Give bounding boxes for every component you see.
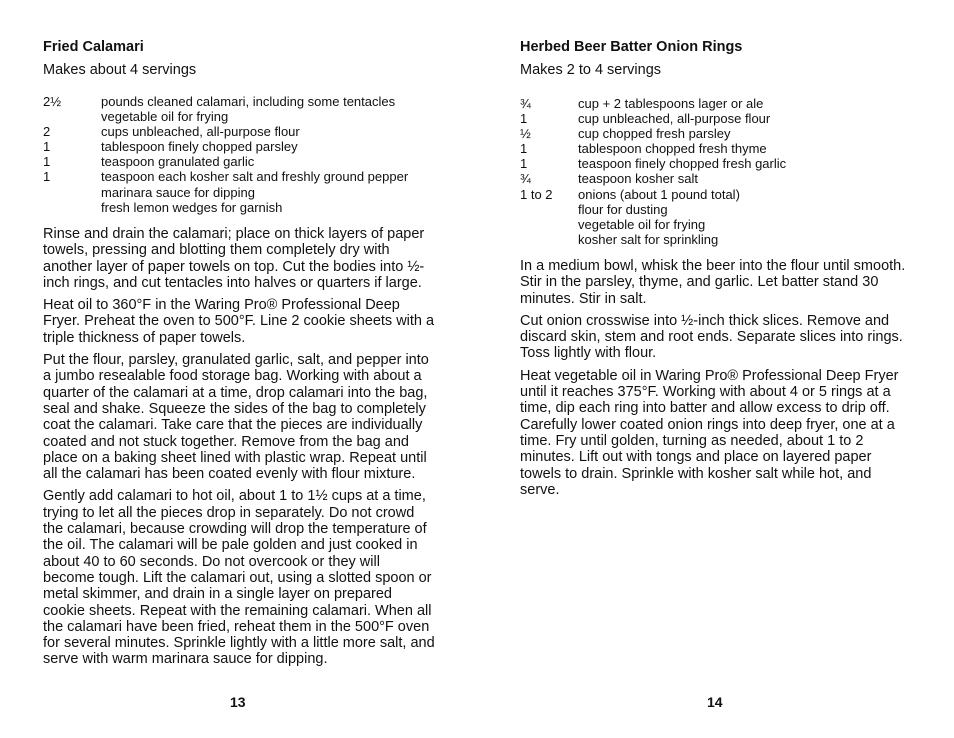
ingredient-qty: ¾ xyxy=(520,96,531,111)
ingredient-list xyxy=(43,94,408,215)
ingredient-qty: 1 xyxy=(520,141,528,157)
ingredient-qty xyxy=(520,217,578,232)
ingredient-qty: 2½ xyxy=(43,94,62,109)
ingredient-item: onions (about 1 pound total) xyxy=(578,186,740,202)
ingredient-item: teaspoon granulated garlic xyxy=(101,154,255,170)
instruction-paragraph: Gently add calamari to hot oil, about 1 to 1½ cups at a time, trying to let all the pieces drop in separately. Do not crowd the calamari, because crowding will drop the temperature of the oil. The calamari will be pale golden and just cooked in about 40 to 60 seconds. Do not overcook or they will become tough. Lift the calamari out, using a slotted spoon or metal skimmer, and drain in a single layer on prepared cookie sheets. Repeat with the remaining calamari. When all the calamari have been fried, reheat them in the 500°F oven for several minutes. Sprinkle lightly with a little more salt, and serve with warm marinara sauce for dipping. xyxy=(43,488,435,668)
ingredient-item: flour for dusting xyxy=(578,201,668,217)
ingredient-row xyxy=(520,171,786,186)
ingredient-row xyxy=(43,139,408,154)
ingredient-row xyxy=(520,202,786,217)
ingredient-item: cups unbleached, all-purpose flour xyxy=(101,124,300,140)
recipe-title: Fried Calamari xyxy=(43,39,144,55)
ingredient-row xyxy=(43,109,408,124)
ingredient-item: pounds cleaned calamari, including some tentacles xyxy=(101,94,396,109)
instruction-paragraph: Heat vegetable oil in Waring Pro® Professional Deep Fryer until it reaches 375°F. Working with about 4 or 5 rings at a time, dip each ring into batter and allow excess to drip off. Carefully lower coated onion rings into deep fryer, one at a time. Fry until golden, turning as needed, about 1 to 2 minutes. Lift out with tongs and place on layered paper towels to drain. Sprinkle with kosher salt while hot, and serve. xyxy=(520,367,899,498)
ingredient-row xyxy=(43,185,408,200)
ingredient-row xyxy=(520,156,786,171)
ingredient-row xyxy=(520,141,786,156)
ingredient-qty xyxy=(43,109,101,124)
ingredient-row xyxy=(520,111,786,126)
ingredient-row xyxy=(43,169,408,184)
ingredient-qty: ¾ xyxy=(520,171,531,187)
ingredient-item: cup unbleached, all-purpose flour xyxy=(578,111,771,127)
ingredient-qty: 1 xyxy=(43,139,51,155)
ingredient-row xyxy=(43,124,408,139)
ingredient-qty xyxy=(43,200,101,215)
recipe-servings: Makes about 4 servings xyxy=(43,62,197,78)
ingredient-row xyxy=(520,187,786,202)
ingredient-qty xyxy=(520,202,578,217)
instructions xyxy=(43,226,435,674)
ingredient-qty: ½ xyxy=(520,126,531,142)
ingredient-item: marinara sauce for dipping xyxy=(101,184,255,200)
instruction-paragraph: Cut onion crosswise into ½-inch thick slices. Remove and discard skin, stem and root ends. Separate slices into rings. Toss lightly with flour. xyxy=(520,312,903,362)
instruction-paragraph: Put the flour, parsley, granulated garlic, salt, and pepper into a jumbo resealable food storage bag. Working with about a quarter of the calamari at a time, drop calamari into the bag, seal and shake. Squeeze the sides of the bag to completely coat the calamari. Take care that the pieces are individually coated and not stuck together. Remove from the bag and place on a baking sheet lined with plastic wrap. Repeat until all the calamari has been coated evenly with flour mixture. xyxy=(43,352,429,483)
ingredient-row xyxy=(43,154,408,169)
instruction-paragraph: Heat oil to 360°F in the Waring Pro® Professional Deep Fryer. Preheat the oven to 500°F. Line 2 cookie sheets with a triple thickness of paper towels. xyxy=(43,297,435,346)
ingredient-row xyxy=(520,96,786,111)
ingredient-row xyxy=(43,94,408,109)
ingredient-item: teaspoon each kosher salt and freshly ground pepper xyxy=(101,169,409,185)
ingredient-item: cup + 2 tablespoons lager or ale xyxy=(578,96,764,111)
instruction-paragraph: Rinse and drain the calamari; place on thick layers of paper towels, pressing and blotting them completely dry with another layer of paper towels on top. Cut the bodies into ½-inch rings, and cut tentacles into halves or quarters if large. xyxy=(43,226,425,291)
ingredient-qty: 1 xyxy=(520,156,528,172)
ingredient-qty: 1 xyxy=(520,111,528,127)
instruction-paragraph: In a medium bowl, whisk the beer into the flour until smooth. Stir in the parsley, thyme, and garlic. Let batter stand 30 minutes. Stir in salt. xyxy=(520,258,906,307)
page-number: 14 xyxy=(707,694,723,710)
instructions xyxy=(520,258,912,504)
ingredient-row xyxy=(43,200,408,215)
ingredient-item: teaspoon finely chopped fresh garlic xyxy=(578,156,787,172)
ingredient-qty xyxy=(43,185,101,200)
ingredient-item: tablespoon finely chopped parsley xyxy=(101,139,298,155)
ingredient-item: kosher salt for sprinkling xyxy=(578,231,719,247)
ingredient-item: cup chopped fresh parsley xyxy=(578,126,731,142)
ingredient-qty: 1 to 2 xyxy=(520,186,553,202)
ingredient-list xyxy=(520,96,786,247)
recipe-title: Herbed Beer Batter Onion Rings xyxy=(520,39,743,55)
ingredient-item: teaspoon kosher salt xyxy=(578,171,698,187)
ingredient-qty: 2 xyxy=(43,124,51,140)
ingredient-qty: 1 xyxy=(43,169,51,185)
recipe-servings: Makes 2 to 4 servings xyxy=(520,62,662,78)
ingredient-row xyxy=(520,217,786,232)
ingredient-row xyxy=(520,232,786,247)
ingredient-row xyxy=(520,126,786,141)
ingredient-qty xyxy=(520,232,578,247)
ingredient-item: fresh lemon wedges for garnish xyxy=(101,199,283,215)
ingredient-item: vegetable oil for frying xyxy=(578,216,706,232)
ingredient-qty: 1 xyxy=(43,154,51,170)
ingredient-item: tablespoon chopped fresh thyme xyxy=(578,141,767,157)
ingredient-item: vegetable oil for frying xyxy=(101,109,229,125)
page-number: 13 xyxy=(230,694,246,710)
